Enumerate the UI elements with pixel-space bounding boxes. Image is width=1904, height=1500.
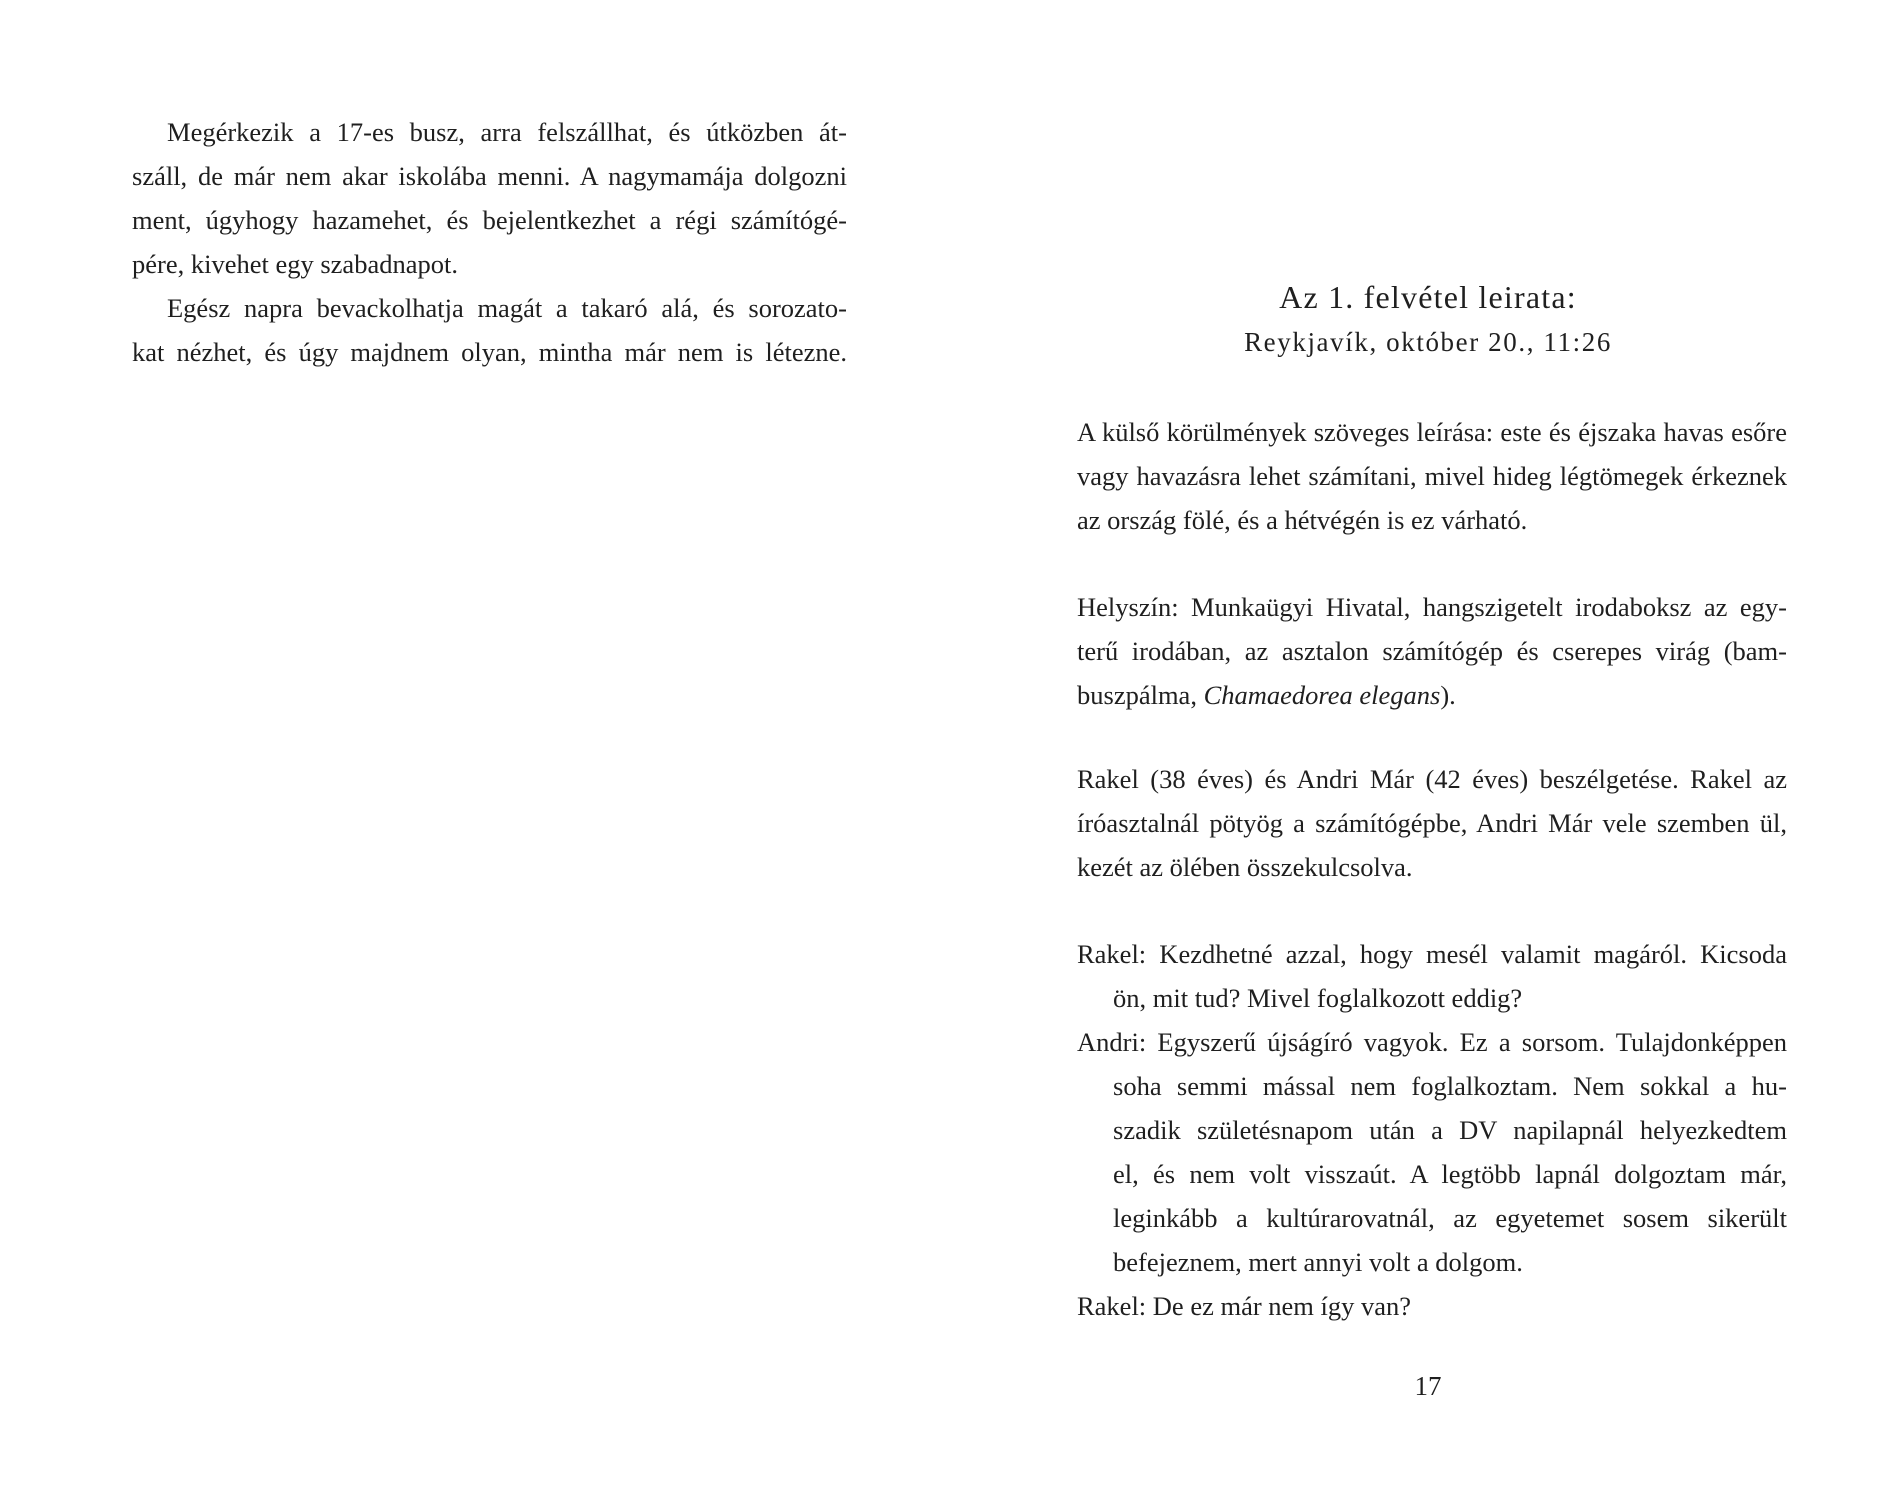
dialogue-line: befejeznem, mert annyi volt a dolgom. xyxy=(1113,1247,1523,1277)
dialogue-line: ön, mit tud? Mivel foglalkozott eddig? xyxy=(1113,983,1523,1013)
weather-line: vagy havazásra lehet számítani, mivel hideg légtömegek érkeznek xyxy=(1077,461,1787,491)
transcript-place-date: Reykjavík, október 20., 11:26 xyxy=(1244,327,1612,357)
dialogue-line: soha semmi mással nem foglalkoztam. Nem sokkal a hu- xyxy=(1113,1071,1787,1101)
location-text: buszpálma, xyxy=(1077,680,1204,710)
text-line: ment, úgyhogy hazamehet, és bejelentkezhet a régi számítógé- xyxy=(132,205,847,235)
location-line xyxy=(1077,673,1787,717)
participants-line: íróasztalnál pötyög a számítógépbe, Andri Már vele szemben ül, xyxy=(1077,808,1787,838)
location-text: ). xyxy=(1440,680,1456,710)
text-line: száll, de már nem akar iskolába menni. A nagymamája dolgozni xyxy=(132,161,847,191)
transcript-title: Az 1. felvétel leirata: xyxy=(1279,279,1577,315)
location-line: Helyszín: Munkaügyi Hivatal, hangszigetelt irodaboksz az egy- xyxy=(1077,592,1787,622)
text-line: Egész napra bevackolhatja magát a takaró alá, és sorozato- xyxy=(167,293,847,323)
participants-line: kezét az ölében összekulcsolva. xyxy=(1077,852,1413,882)
weather-line: A külső körülmények szöveges leírása: este és éjszaka havas esőre xyxy=(1077,417,1787,447)
text-line: pére, kivehet egy szabadnapot. xyxy=(132,249,458,279)
dialogue-line: Rakel: Kezdhetné azzal, hogy mesél valamit magáról. Kicsoda xyxy=(1077,939,1787,969)
dialogue-line: leginkább a kultúrarovatnál, az egyetemet sosem sikerült xyxy=(1113,1203,1787,1233)
location-line: terű irodában, az asztalon számítógép és cserepes virág (bam- xyxy=(1077,636,1787,666)
plant-latin-name: Chamaedorea elegans xyxy=(1203,680,1441,710)
dialogue-line: el, és nem volt visszaút. A legtöbb lapnál dolgoztam már, xyxy=(1113,1159,1787,1189)
text-line: kat nézhet, és úgy majdnem olyan, mintha már nem is létezne. xyxy=(132,337,847,367)
dialogue-line: Rakel: De ez már nem így van? xyxy=(1077,1291,1412,1321)
dialogue-line: Andri: Egyszerű újságíró vagyok. Ez a sorsom. Tulajdonképpen xyxy=(1077,1027,1787,1057)
right-page xyxy=(952,0,1904,1500)
text-line: Megérkezik a 17-es busz, arra felszállhat, és útközben át- xyxy=(167,117,847,147)
weather-line: az ország fölé, és a hétvégén is ez várható. xyxy=(1077,505,1528,535)
participants-line: Rakel (38 éves) és Andri Már (42 éves) beszélgetése. Rakel az xyxy=(1077,764,1787,794)
dialogue-line: szadik születésnapom után a DV napilapnál helyezkedtem xyxy=(1113,1115,1787,1145)
page-number: 17 xyxy=(1414,1371,1442,1401)
